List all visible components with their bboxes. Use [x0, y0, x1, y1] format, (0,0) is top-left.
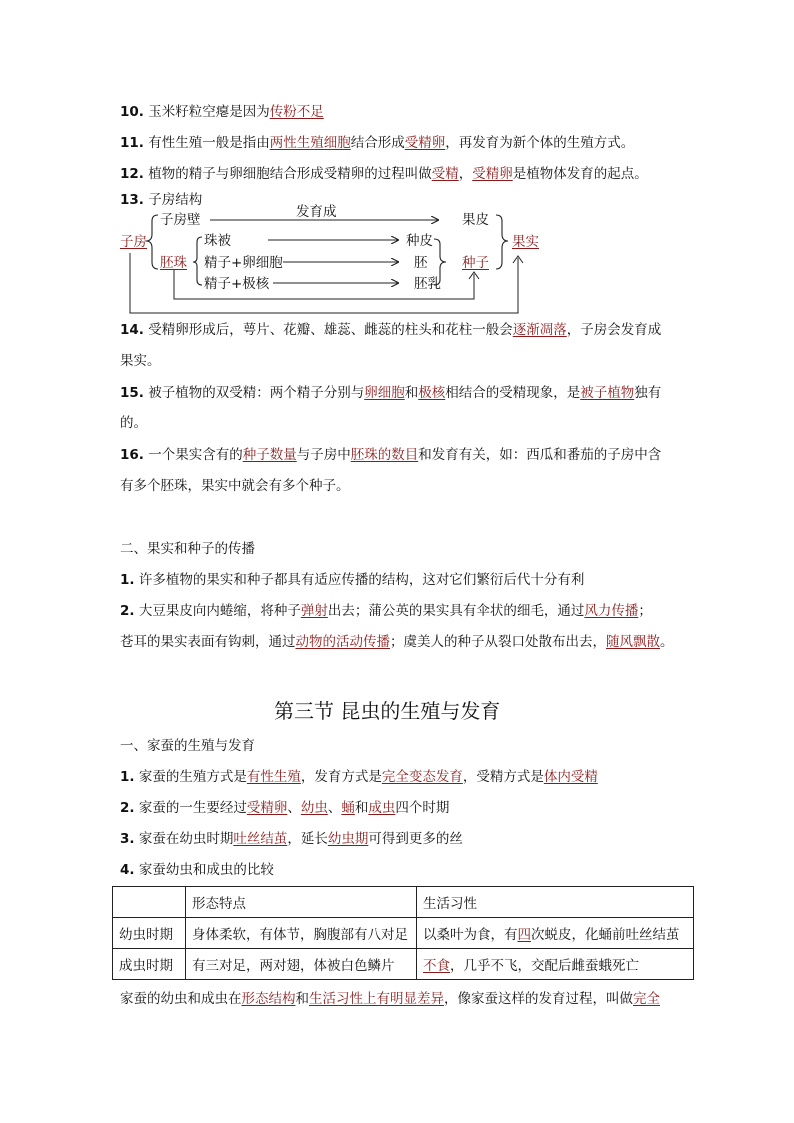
text: ；虞美人的种子从裂口处散布出去，: [390, 634, 606, 650]
text: ，几乎不飞，交配后雌蚕蛾死亡: [450, 958, 639, 974]
ovary-structure-diagram: [118, 196, 548, 321]
answer: 动物的活动传播: [295, 634, 390, 650]
item-16-cont: [120, 476, 350, 496]
item-number: 11.: [120, 135, 144, 151]
item-number: 1.: [120, 769, 135, 785]
table-header: 形态特点: [186, 887, 417, 918]
text: ，像家蚕这样的发育过程，叫做: [444, 991, 633, 1007]
answer: 不食: [423, 958, 450, 974]
answer: 成虫: [368, 800, 396, 816]
table-row: [113, 949, 694, 980]
text: 独有: [634, 385, 662, 401]
text: ；: [638, 603, 652, 619]
list-item-cont: [120, 632, 674, 652]
table-cell: [417, 949, 694, 980]
text: 玉米籽粒空瘪是因为: [143, 104, 270, 120]
sperm-polar-label: 精子+极核: [204, 276, 270, 292]
text: 是植物体发育的起点。: [512, 166, 648, 182]
text: 和: [404, 385, 419, 401]
item-number: 15.: [120, 385, 144, 401]
table-row: [113, 918, 694, 949]
answer: 受精卵: [404, 135, 446, 151]
item-14: [120, 320, 661, 340]
list-item: [120, 767, 598, 787]
answer: 卵细胞: [364, 385, 405, 401]
table-cell: [417, 918, 694, 949]
table-header-row: [113, 887, 694, 918]
answer: 随风飘散: [606, 634, 660, 650]
answer: 弹射: [300, 603, 328, 619]
item-16: [120, 445, 661, 465]
answer: 两性生殖细胞: [269, 135, 351, 151]
item-12: [120, 164, 648, 184]
answer: 蛹: [341, 800, 355, 816]
answer: 被子植物: [580, 385, 635, 401]
answer: 风力传播: [584, 603, 639, 619]
answer: 四: [517, 927, 531, 943]
item-number: 14.: [120, 322, 144, 338]
section-title: 第三节 昆虫的生殖与发育: [274, 699, 501, 723]
comparison-table: [112, 886, 694, 980]
ovary-wall-label: 子房壁: [160, 212, 201, 228]
text: 四个时期: [395, 800, 450, 816]
item-15-cont: [120, 413, 147, 433]
text: 和: [354, 800, 369, 816]
text: 果实。: [120, 353, 161, 369]
answer: 种子数量: [242, 447, 297, 463]
ovule-label: 胚珠: [160, 255, 187, 271]
list-item: [120, 829, 463, 849]
text: 出去；蒲公英的果实具有伞状的细毛，通过: [327, 603, 585, 619]
item-number: 3.: [120, 831, 135, 847]
text: ，延长: [287, 831, 328, 847]
text: 结合形成: [350, 135, 405, 151]
section-heading: 二、果实和种子的传播: [120, 541, 255, 557]
text: 相结合的受精现象，是: [445, 385, 581, 401]
text: 家蚕的生殖方式是: [134, 769, 247, 785]
endosperm-label: 胚乳: [414, 276, 441, 292]
list-item: [120, 570, 584, 590]
text: 可得到更多的丝: [368, 831, 463, 847]
item-11: [120, 133, 634, 153]
answer: 极核: [418, 385, 446, 401]
row-label: 幼虫时期: [113, 918, 186, 949]
answer: 吐丝结茧: [233, 831, 288, 847]
text: 子房结构: [143, 192, 203, 208]
answer: 逐渐凋落: [512, 322, 567, 338]
seed-coat-label: 种皮: [406, 233, 433, 249]
subsection-heading: 一、家蚕的生殖与发育: [120, 738, 255, 754]
item-10: [120, 102, 324, 122]
answer: 受精卵: [472, 166, 513, 182]
text: 和发育有关，如：西瓜和番茄的子房中含: [418, 447, 662, 463]
answer: 体内受精: [543, 769, 598, 785]
table-header: 生活习性: [417, 887, 694, 918]
text: 家蚕在幼虫时期: [134, 831, 234, 847]
table-cell: 有三对足，两对翅，体被白色鳞片: [186, 949, 417, 980]
answer: 受精: [431, 166, 459, 182]
item-number: 13.: [120, 192, 144, 208]
list-item: [120, 601, 652, 621]
sperm-egg-label: 精子+卵细胞: [204, 255, 283, 271]
answer: 传粉不足: [269, 104, 324, 120]
text: 受精卵形成后，萼片、花瓣、雄蕊、雌蕊的柱头和花柱一般会: [143, 322, 513, 338]
answer: 生活习性上有明显差异: [309, 991, 444, 1007]
text: 许多植物的果实和种子都具有适应传播的结构，这对它们繁衍后代十分有利: [134, 572, 585, 588]
text: 苍耳的果实表面有钩刺，通过: [120, 634, 296, 650]
text: ，发育方式是: [300, 769, 382, 785]
answer: 形态结构: [241, 991, 296, 1007]
text: 一个果实含有的: [143, 447, 243, 463]
item-number: 2.: [120, 800, 135, 816]
develops-label: 发育成: [296, 204, 337, 220]
pericarp-label: 果皮: [462, 212, 489, 228]
text: ，: [458, 166, 473, 182]
answer: 幼虫: [300, 800, 328, 816]
item-number: 16.: [120, 447, 144, 463]
text: 有多个胚珠，果实中就会有多个种子。: [120, 478, 350, 494]
item-14-cont: [120, 351, 161, 371]
ovary-label: 子房: [120, 234, 147, 250]
text: 和: [295, 991, 309, 1007]
text: 、: [327, 800, 342, 816]
item-15: [120, 383, 661, 403]
summary-line: [120, 989, 660, 1009]
row-label: 成虫时期: [113, 949, 186, 980]
answer: 幼虫期: [327, 831, 369, 847]
text: 家蚕幼虫和成虫的比较: [134, 862, 274, 878]
table-cell: 身体柔软，有体节，胸腹部有八对足: [186, 918, 417, 949]
text: 大豆果皮向内蜷缩，将种子: [134, 603, 301, 619]
item-number: 2.: [120, 603, 135, 619]
text: 有性生殖一般是指由: [143, 135, 270, 151]
list-item: [120, 798, 449, 818]
fruit-label: 果实: [512, 234, 539, 250]
table-cell: [113, 887, 186, 918]
text: 。: [660, 634, 674, 650]
answer: 完全变态发育: [381, 769, 463, 785]
item-number: 10.: [120, 104, 144, 120]
answer: 有性生殖: [246, 769, 301, 785]
text: 植物的精子与卵细胞结合形成受精卵的过程叫做: [143, 166, 432, 182]
text: 、: [287, 800, 301, 816]
item-number: 4.: [120, 862, 135, 878]
text: 次蜕皮，化蛹前吐丝结茧: [531, 927, 680, 943]
text: 家蚕的一生要经过: [134, 800, 247, 816]
text: 家蚕的幼虫和成虫在: [120, 991, 242, 1007]
item-number: 1.: [120, 572, 135, 588]
item-number: 12.: [120, 166, 144, 182]
text: ，子房会发育成: [566, 322, 662, 338]
answer: 胚珠的数目: [350, 447, 419, 463]
text: 以桑叶为食，有: [423, 927, 518, 943]
answer: 完全: [633, 991, 660, 1007]
embryo-label: 胚: [414, 255, 428, 271]
list-item: [120, 860, 274, 880]
text: ，受精方式是: [462, 769, 544, 785]
answer: 受精卵: [246, 800, 288, 816]
text: 的。: [120, 415, 147, 431]
text: 与子房中: [296, 447, 351, 463]
seed-label: 种子: [462, 255, 489, 271]
text: ，再发育为新个体的生殖方式。: [445, 135, 635, 151]
integument-label: 珠被: [204, 233, 231, 249]
text: 被子植物的双受精：两个精子分别与: [143, 385, 365, 401]
